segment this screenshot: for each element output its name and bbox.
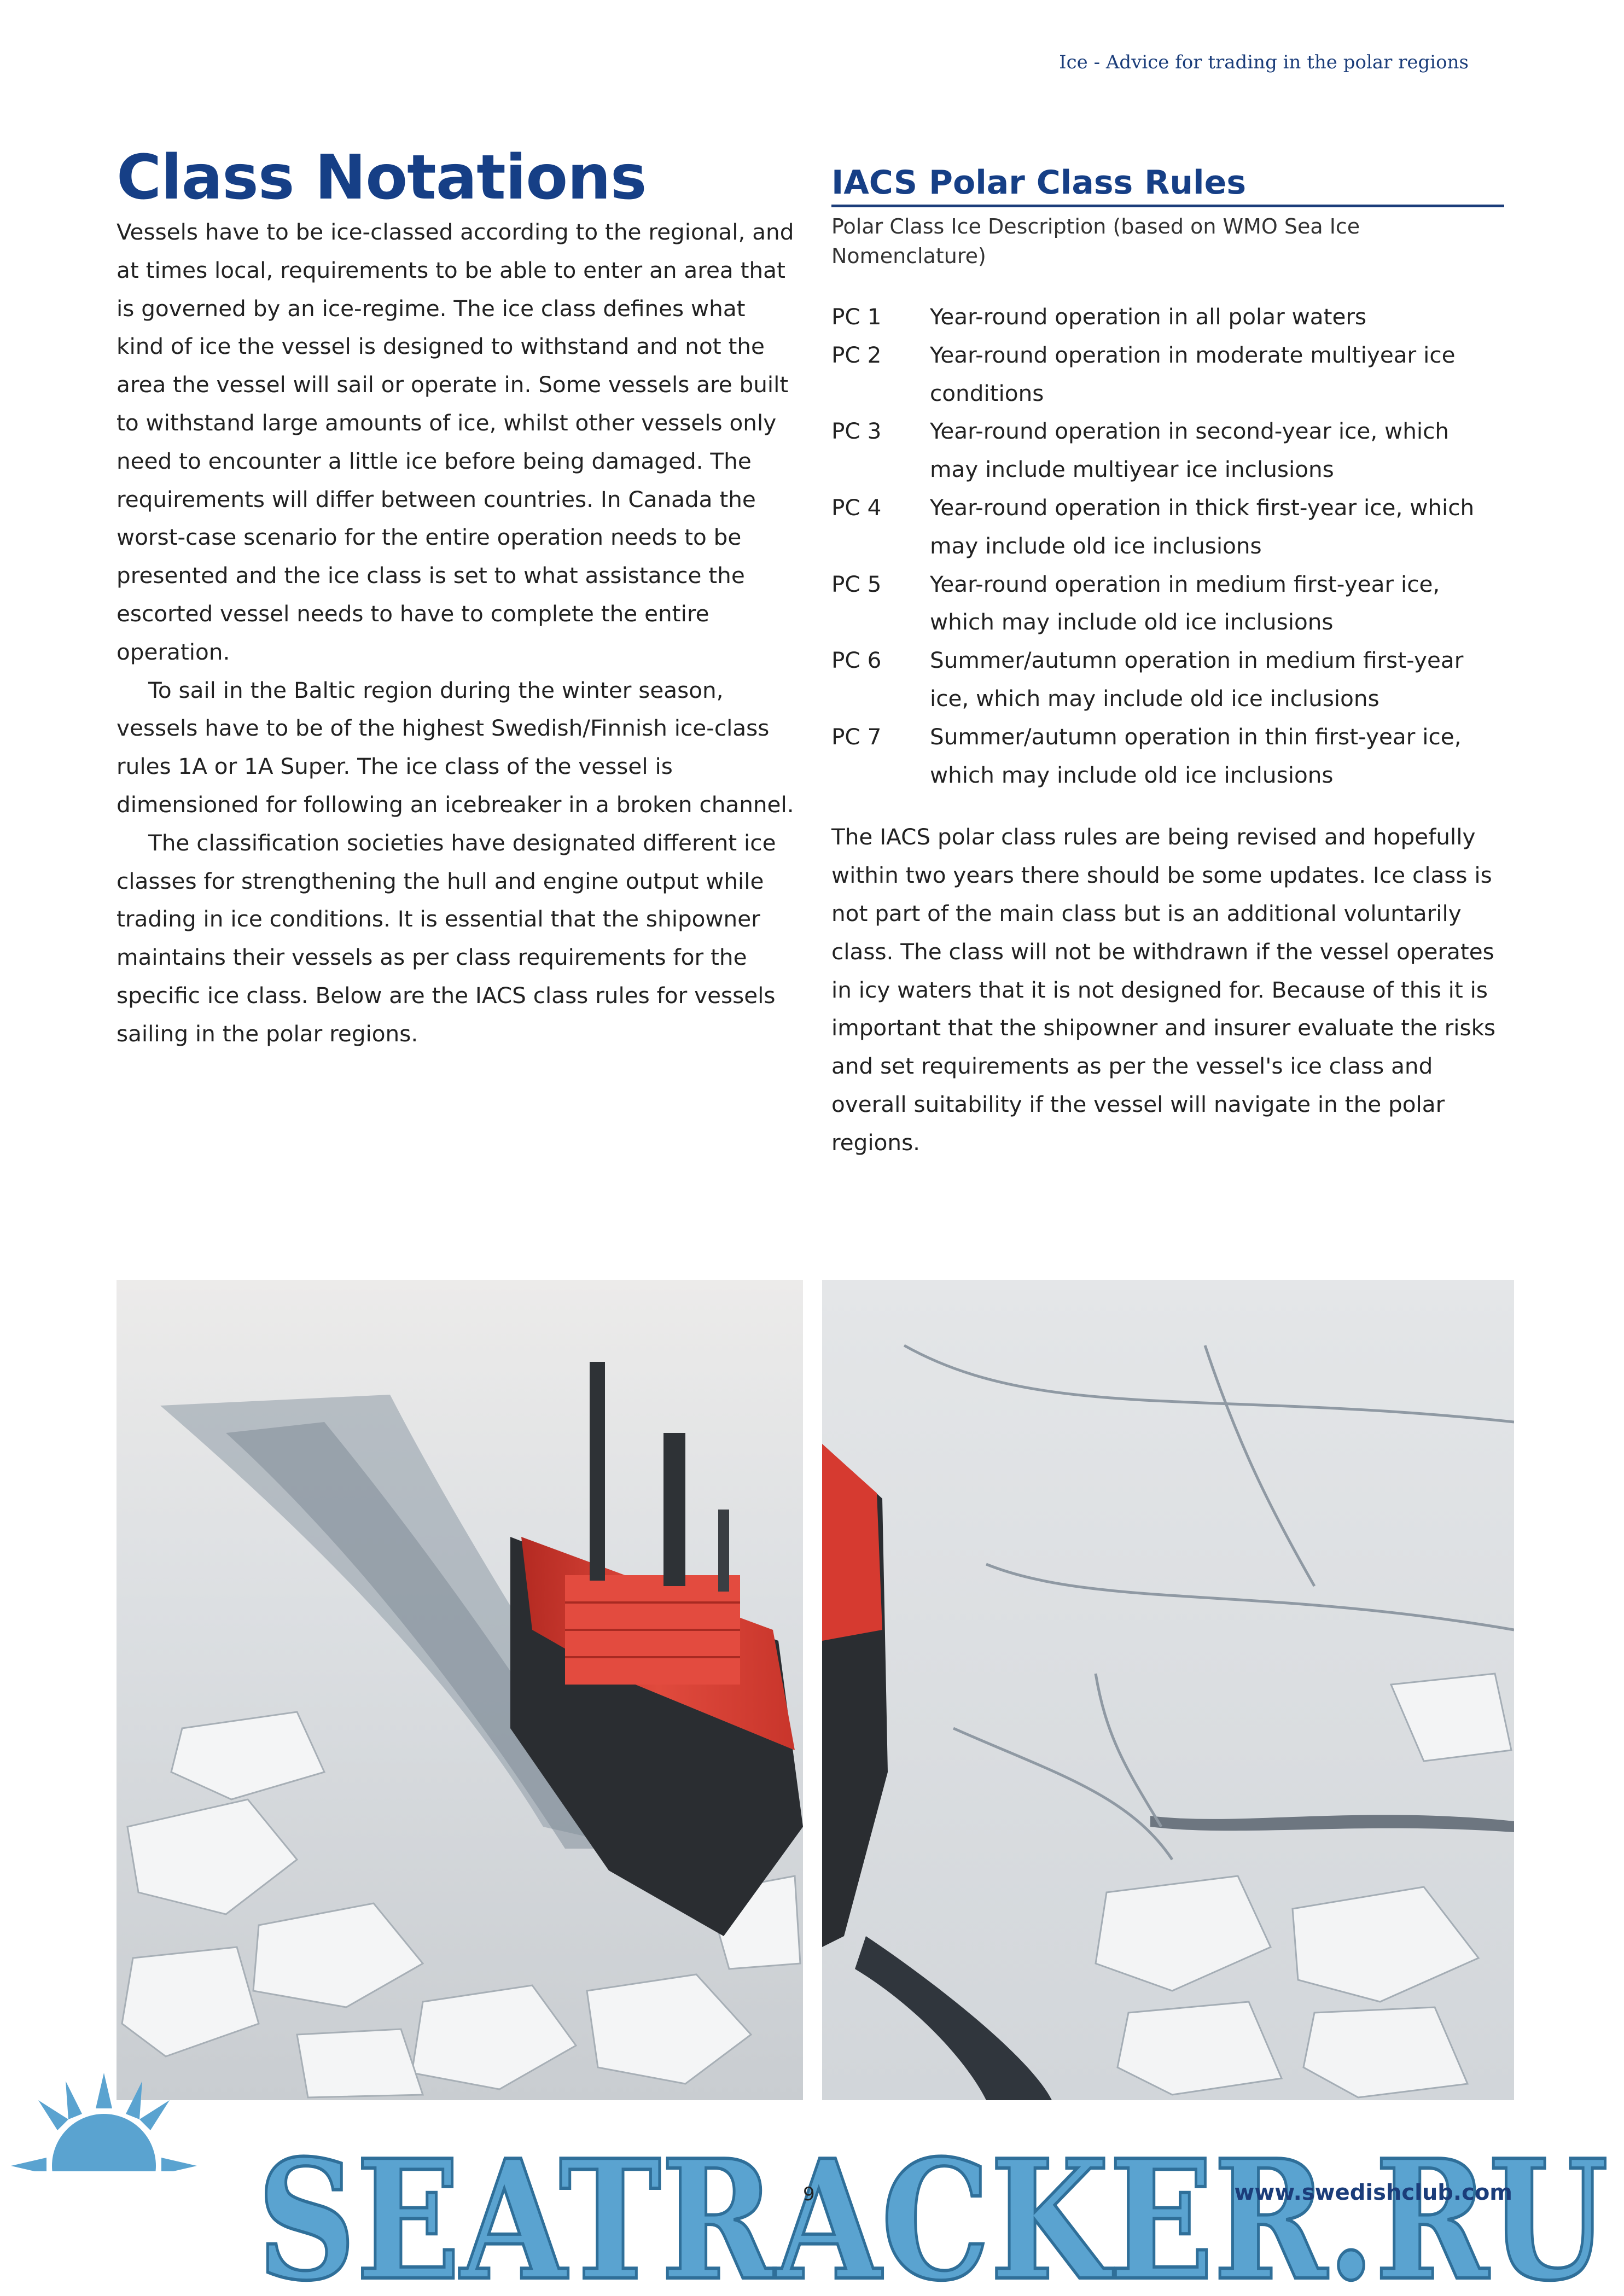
right-column: [831, 162, 1504, 1162]
list-item: [831, 566, 1504, 642]
paragraph: Vessels have to be ice-classed according to the regional, and at times local, requirements to be able to enter an area that is governed by an ice-regime. The ice class defines what kind of ice the vessel is designed to withstand and not the area the vessel will sail or operate in. Some vessels are built to withstand large amounts of ice, whilst other vessels only need to encounter a little ice before being damaged. The requirements will differ between countries. In Canada the worst-case scenario for the entire operation needs to be presented and the ice class is set to what assistance the escorted vessel needs to have to complete the entire operation.: [117, 219, 794, 665]
section-title: IACS Polar Class Rules: [831, 162, 1504, 207]
class-description: Year-round operation in thick first-year ice, which may include old ice inclusions: [930, 494, 1475, 559]
class-code: PC 1: [831, 304, 882, 330]
polar-class-list: [831, 298, 1504, 794]
list-item: [831, 336, 1504, 413]
section-subtitle: Polar Class Ice Description (based on WMO Sea Ice Nomenclature): [831, 214, 1360, 268]
class-description: Year-round operation in moderate multiyear ice conditions: [930, 341, 1456, 406]
class-code: PC 5: [831, 570, 882, 597]
class-description: Year-round operation in medium first-year ice, which may include old ice inclusions: [930, 570, 1440, 636]
list-item: [831, 298, 1504, 336]
watermark-text: SEATRACKER.RU: [257, 2124, 1608, 2296]
class-code: PC 6: [831, 647, 882, 674]
class-code: PC 3: [831, 418, 882, 445]
class-description: Summer/autumn operation in thin first-year ice, which may include old ice inclusions: [930, 723, 1462, 788]
class-code: PC 4: [831, 494, 882, 521]
list-item: [831, 642, 1504, 718]
website-link[interactable]: www.swedishclub.com: [1234, 2180, 1512, 2205]
paragraph: The classification societies have designated different ice classes for strengthening the hull and engine output while trading in ice conditions. It is essential that the shipowner maintains their vessels as per class requirements for the specific ice class. Below are the IACS class rules for vessels sailing in the polar regions.: [117, 829, 776, 1047]
class-code: PC 7: [831, 723, 882, 750]
running-header: Ice - Advice for trading in the polar regions: [1059, 51, 1469, 73]
class-code: PC 2: [831, 341, 882, 368]
list-item: [831, 718, 1504, 795]
right-paragraph: The IACS polar class rules are being revised and hopefully within two years there should be some updates. Ice class is not part of the main class but is an additional voluntarily class. The class will not be withdrawn if the vessel operates in icy waters that it is not designed for. Because of this it is important that the shipowner and insurer evaluate the risks and set requirements as per the vessel's ice class and overall suitability if the vessel will navigate in the polar regions.: [831, 824, 1496, 1156]
left-column: [117, 142, 798, 1053]
page-number: 9: [803, 2183, 815, 2205]
seatracker-watermark: [0, 2062, 1624, 2296]
page-title: Class Notations: [117, 142, 647, 213]
class-description: Year-round operation in all polar waters: [930, 304, 1367, 330]
class-description: Year-round operation in second-year ice, which may include multiyear ice inclusions: [930, 418, 1450, 483]
icebreaker-photo-left: [117, 1280, 803, 2100]
sea-ice-photo-right: [822, 1280, 1514, 2100]
list-item: [831, 412, 1504, 489]
paragraph: To sail in the Baltic region during the winter season, vessels have to be of the highest Swedish/Finnish ice-class rules 1A or 1A Super. The ice class of the vessel is dimensioned for following an icebreaker in a broken channel.: [117, 677, 794, 818]
list-item: [831, 489, 1504, 566]
left-body: [117, 213, 798, 1053]
class-description: Summer/autumn operation in medium first-year ice, which may include old ice inclusions: [930, 647, 1464, 712]
